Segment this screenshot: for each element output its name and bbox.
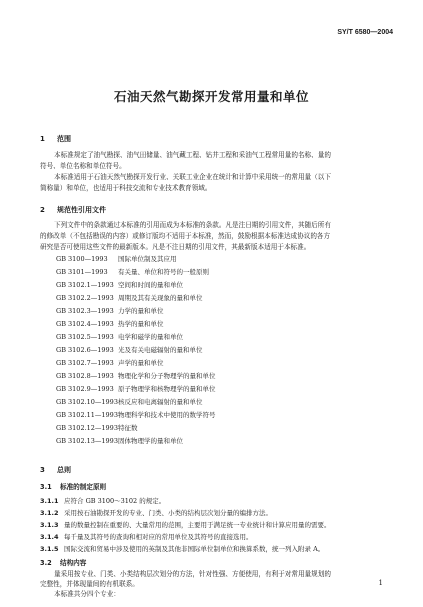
clause-item — [40, 544, 324, 553]
reference-title: 固体物理学的量和单位 — [118, 437, 183, 445]
section-1-para-1 — [40, 150, 331, 172]
reference-code: GB 3102.9—1993 — [56, 385, 114, 393]
reference-title: 电学和磁学的量和单位 — [118, 333, 183, 341]
page-number: 1 — [378, 579, 383, 587]
reference-code: GB 3102.7—1993 — [56, 359, 114, 367]
clause-number: 3.1.2 — [40, 509, 59, 517]
text-line: 完整性，并体现量间的有机联系。 — [40, 580, 139, 588]
document-code: SY/T 6580—2004 — [337, 29, 393, 36]
text-line: 的修改单（不包括勘误的内容）或修订版均不适用于本标准，然而，鼓励根据本标准达成协议的各方 — [40, 232, 331, 240]
reference-title: 核反应和电离辐射的量和单位 — [118, 398, 203, 406]
clause-text: 采用按石油勘探开发的专业、门类、小类的结构层次划分量的编排方法。 — [64, 509, 272, 517]
section-2-intro — [40, 220, 331, 253]
reference-item — [56, 332, 183, 341]
reference-item — [56, 397, 203, 406]
reference-code: GB 3102.8—1993 — [56, 372, 114, 380]
text-line: 本标准适用于石油天然气勘探开发行业、关联工业企业在统计和计算中采用统一的常用量（以下 — [54, 173, 331, 181]
reference-title: 物理化学和分子物理学的量和单位 — [118, 372, 216, 380]
reference-item — [56, 410, 216, 419]
section-number: 3 — [40, 466, 45, 474]
subsection-3-1-heading — [40, 481, 106, 491]
clause-item — [40, 520, 331, 529]
clause-number: 3.1.4 — [40, 533, 59, 541]
reference-item — [56, 358, 164, 367]
clause-text: 应符合 GB 3100～3102 的规定。 — [64, 497, 166, 505]
reference-item — [56, 319, 164, 328]
section-title: 范围 — [57, 135, 71, 143]
reference-code: GB 3102.12—1993 — [56, 424, 118, 432]
reference-code: GB 3102.1—1993 — [56, 281, 114, 289]
clause-text: 国际交流和贸易中涉及使用的英制及其他非国际单位制单位和换算系数，统一列入附录 A。 — [64, 545, 325, 553]
clause-item — [40, 508, 272, 517]
reference-code: GB 3102.6—1993 — [56, 346, 114, 354]
reference-code: GB 3102.2—1993 — [56, 294, 114, 302]
reference-item — [56, 293, 203, 302]
reference-item — [56, 436, 183, 445]
reference-title: 热学的量和单位 — [118, 320, 164, 328]
reference-code: GB 3101—1993 — [56, 268, 108, 276]
subsection-title: 结构内容 — [60, 559, 87, 567]
reference-item — [56, 267, 209, 276]
reference-item — [56, 384, 216, 393]
clause-number: 3.1.3 — [40, 521, 59, 529]
reference-title: 国际单位制及其应用 — [118, 255, 177, 263]
reference-code: GB 3102.13—1993 — [56, 437, 118, 445]
reference-title: 特征数 — [118, 424, 138, 432]
section-number: 2 — [40, 206, 45, 214]
reference-item — [56, 280, 183, 289]
clause-item — [40, 496, 165, 505]
reference-code: GB 3100—1993 — [56, 255, 108, 263]
reference-code: GB 3102.4—1993 — [56, 320, 114, 328]
text-line: 符号、单位名称和单位符号。 — [40, 162, 126, 170]
section-3-2-para — [40, 569, 331, 599]
clause-number: 3.1.1 — [40, 497, 59, 505]
section-3-heading — [40, 465, 71, 475]
reference-code: GB 3102.3—1993 — [56, 307, 114, 315]
reference-item — [56, 254, 177, 263]
reference-item — [56, 423, 138, 432]
clause-item — [40, 532, 253, 541]
reference-title: 周期及其有关现象的量和单位 — [118, 294, 203, 302]
section-title: 总则 — [57, 466, 71, 474]
section-2-heading — [40, 205, 106, 215]
clause-text: 量的数量控制在重要的、大量常用的范围，主要用于满足统一专业统计和计算应用量的需要。 — [64, 521, 331, 529]
text-line: 本标准规定了油气勘探、油气田储量、油气藏工程、钻井工程和采油气工程常用量的名称、量的 — [54, 151, 331, 159]
document-title: 石油天然气勘探开发常用量和单位 — [113, 89, 309, 104]
subsection-3-2-heading — [40, 557, 86, 567]
text-line: 量采用按专业、门类、小类结构层次划分的方法，针对性强、方便使用，有利于对常用量规划的 — [54, 570, 331, 578]
reference-code: GB 3102.10—1993 — [56, 398, 118, 406]
text-line: 研究是否可使用这些文件的最新版本。凡是不注日期的引用文件，其最新版本适用于本标准。 — [40, 243, 311, 251]
subsection-number: 3.1 — [40, 483, 52, 491]
reference-item — [56, 306, 164, 315]
subsection-number: 3.2 — [40, 559, 52, 567]
reference-title: 物理科学和技术中使用的数学符号 — [118, 411, 216, 419]
text-line: 简称量）和单位，也适用于科技交流和专业技术教育领域。 — [40, 184, 212, 192]
reference-title: 力学的量和单位 — [118, 307, 164, 315]
text-line: 下列文件中的条款通过本标准的引用而成为本标准的条款。凡是注日期的引用文件，其随后所有 — [54, 221, 331, 229]
reference-title: 有关量、单位和符号的一般原则 — [118, 268, 209, 276]
reference-title: 声学的量和单位 — [118, 359, 164, 367]
section-1-heading — [40, 134, 71, 144]
reference-item — [56, 345, 203, 354]
reference-code: GB 3102.11—1993 — [56, 411, 118, 419]
reference-title: 原子物理学和核物理学的量和单位 — [118, 385, 216, 393]
reference-title: 空间和时间的量和单位 — [118, 281, 183, 289]
section-number: 1 — [40, 135, 45, 143]
reference-code: GB 3102.5—1993 — [56, 333, 114, 341]
reference-title: 光及有关电磁辐射的量和单位 — [118, 346, 203, 354]
text-line: 本标准共分四个专业： — [54, 590, 120, 598]
section-1-para-2 — [40, 172, 331, 194]
section-title: 规范性引用文件 — [57, 206, 106, 214]
subsection-title: 标准的制定原则 — [60, 483, 107, 491]
reference-item — [56, 371, 216, 380]
clause-number: 3.1.5 — [40, 545, 59, 553]
clause-text: 每千量及其符号的查询和相对应的常用单位及其符号的直接选用。 — [64, 533, 253, 541]
